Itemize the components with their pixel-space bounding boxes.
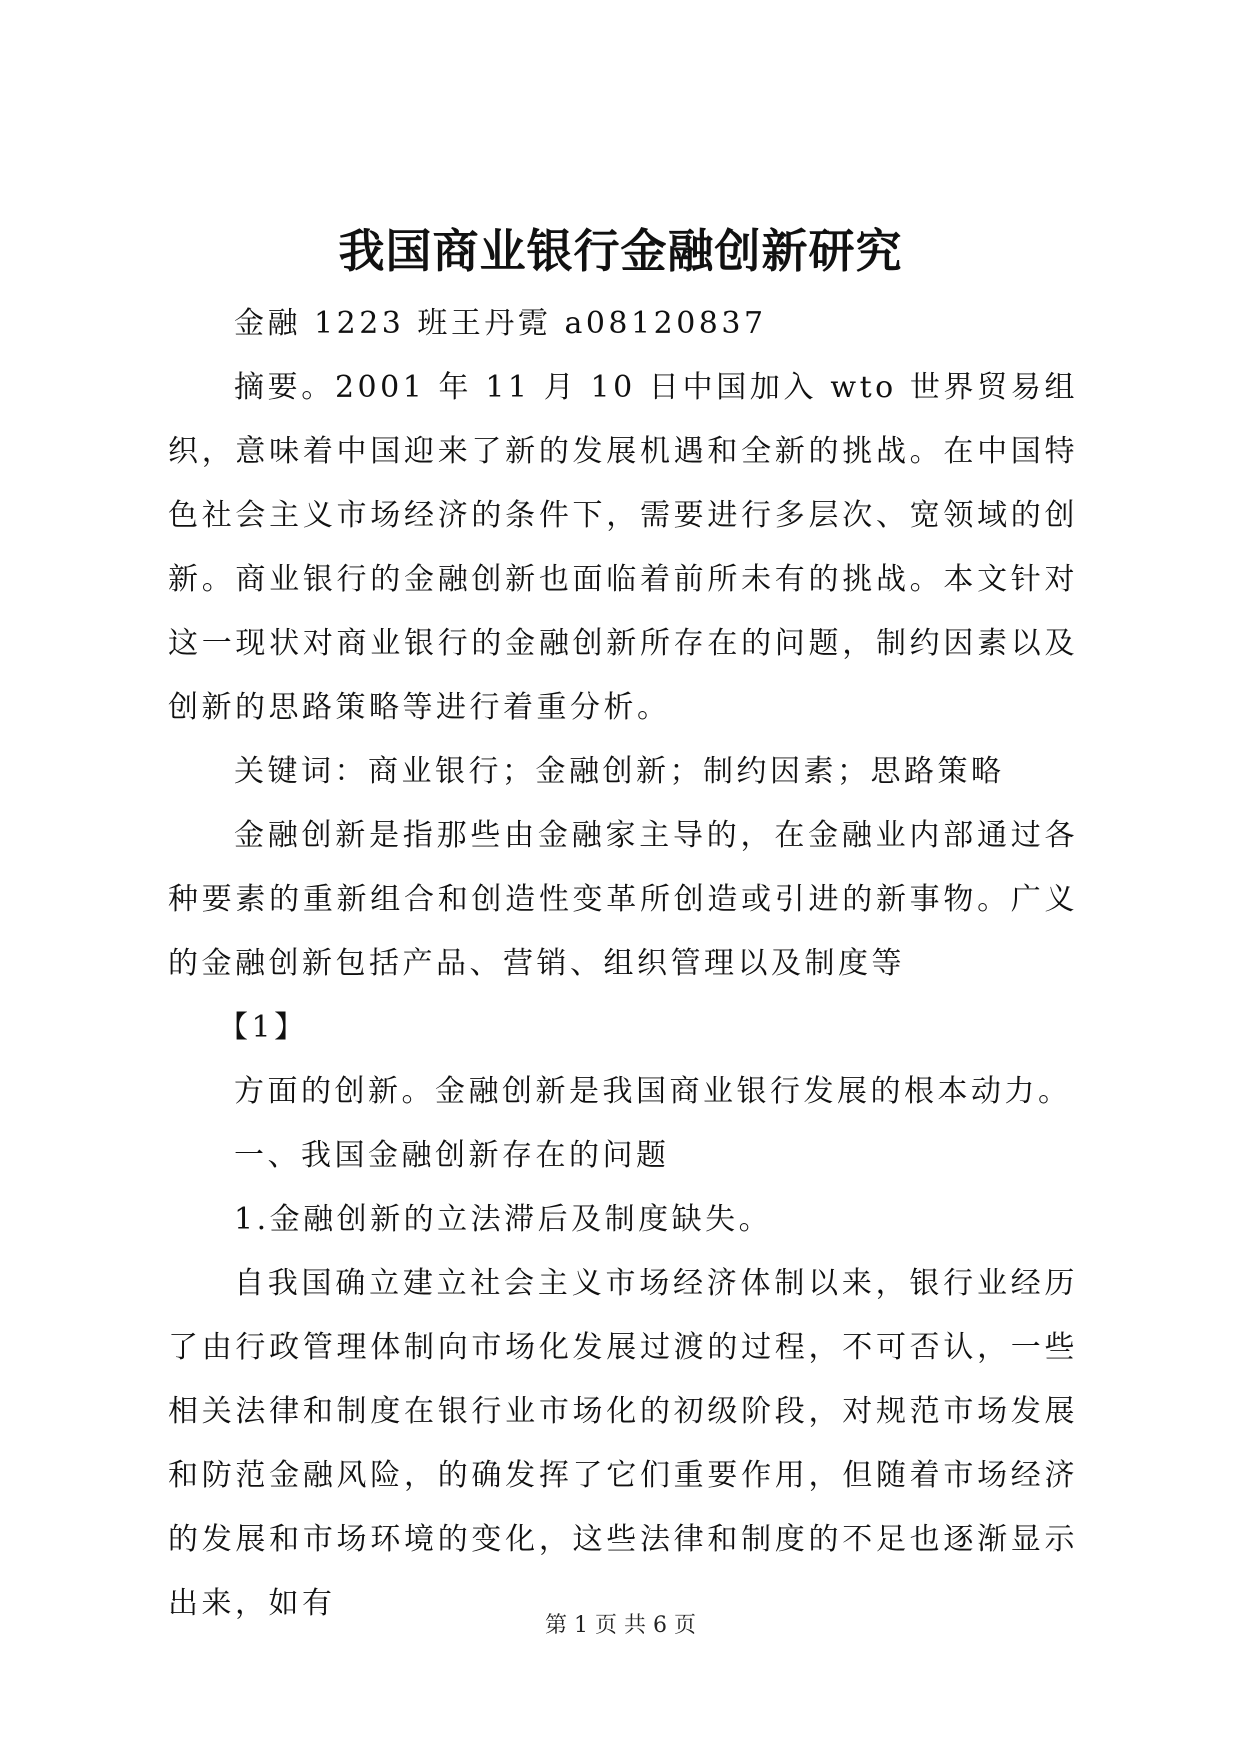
document-body (168, 292, 1078, 1636)
author-line: 金融 1223 班王丹霓 a08120837 (234, 306, 767, 341)
abstract-paragraph: 摘要。2001 年 11 月 10 日中国加入 wto 世界贸易组织，意味着中国迎来了新的发展机遇和全新的挑战。在中国特色社会主义市场经济的条件下，需要进行多层次、宽领域的创新。商业银行的金融创新也面临着前所未有的挑战。本文针对这一现状对商业银行的金融创新所存在的问题，制约因素以及创新的思路策略等进行着重分析。 (168, 370, 1078, 725)
body-paragraph: 金融创新是指那些由金融家主导的，在金融业内部通过各种要素的重新组合和创造性变革所创造或引进的新事物。广义的金融创新包括产品、营销、组织管理以及制度等 (168, 818, 1078, 981)
subsection-heading: 1.金融创新的立法滞后及制度缺失。 (234, 1202, 773, 1237)
body-paragraph: 自我国确立建立社会主义市场经济体制以来，银行业经历了由行政管理体制向市场化发展过渡的过程，不可否认，一些相关法律和制度在银行业市场化的初级阶段，对规范市场发展和防范金融风险，的确发挥了它们重要作用，但随着市场经济的发展和市场环境的变化，这些法律和制度的不足也逐渐显示出来，如有 (168, 1266, 1078, 1621)
page-footer: 第 1 页 共 6 页 (545, 1613, 696, 1638)
reference-marker: 【1】 (218, 1010, 308, 1045)
section-heading: 一、我国金融创新存在的问题 (234, 1138, 670, 1173)
document-title: 我国商业银行金融创新研究 (338, 224, 903, 278)
body-paragraph: 方面的创新。金融创新是我国商业银行发展的根本动力。 (234, 1074, 1072, 1109)
keywords-line: 关键词：商业银行；金融创新；制约因素；思路策略 (234, 754, 1005, 789)
